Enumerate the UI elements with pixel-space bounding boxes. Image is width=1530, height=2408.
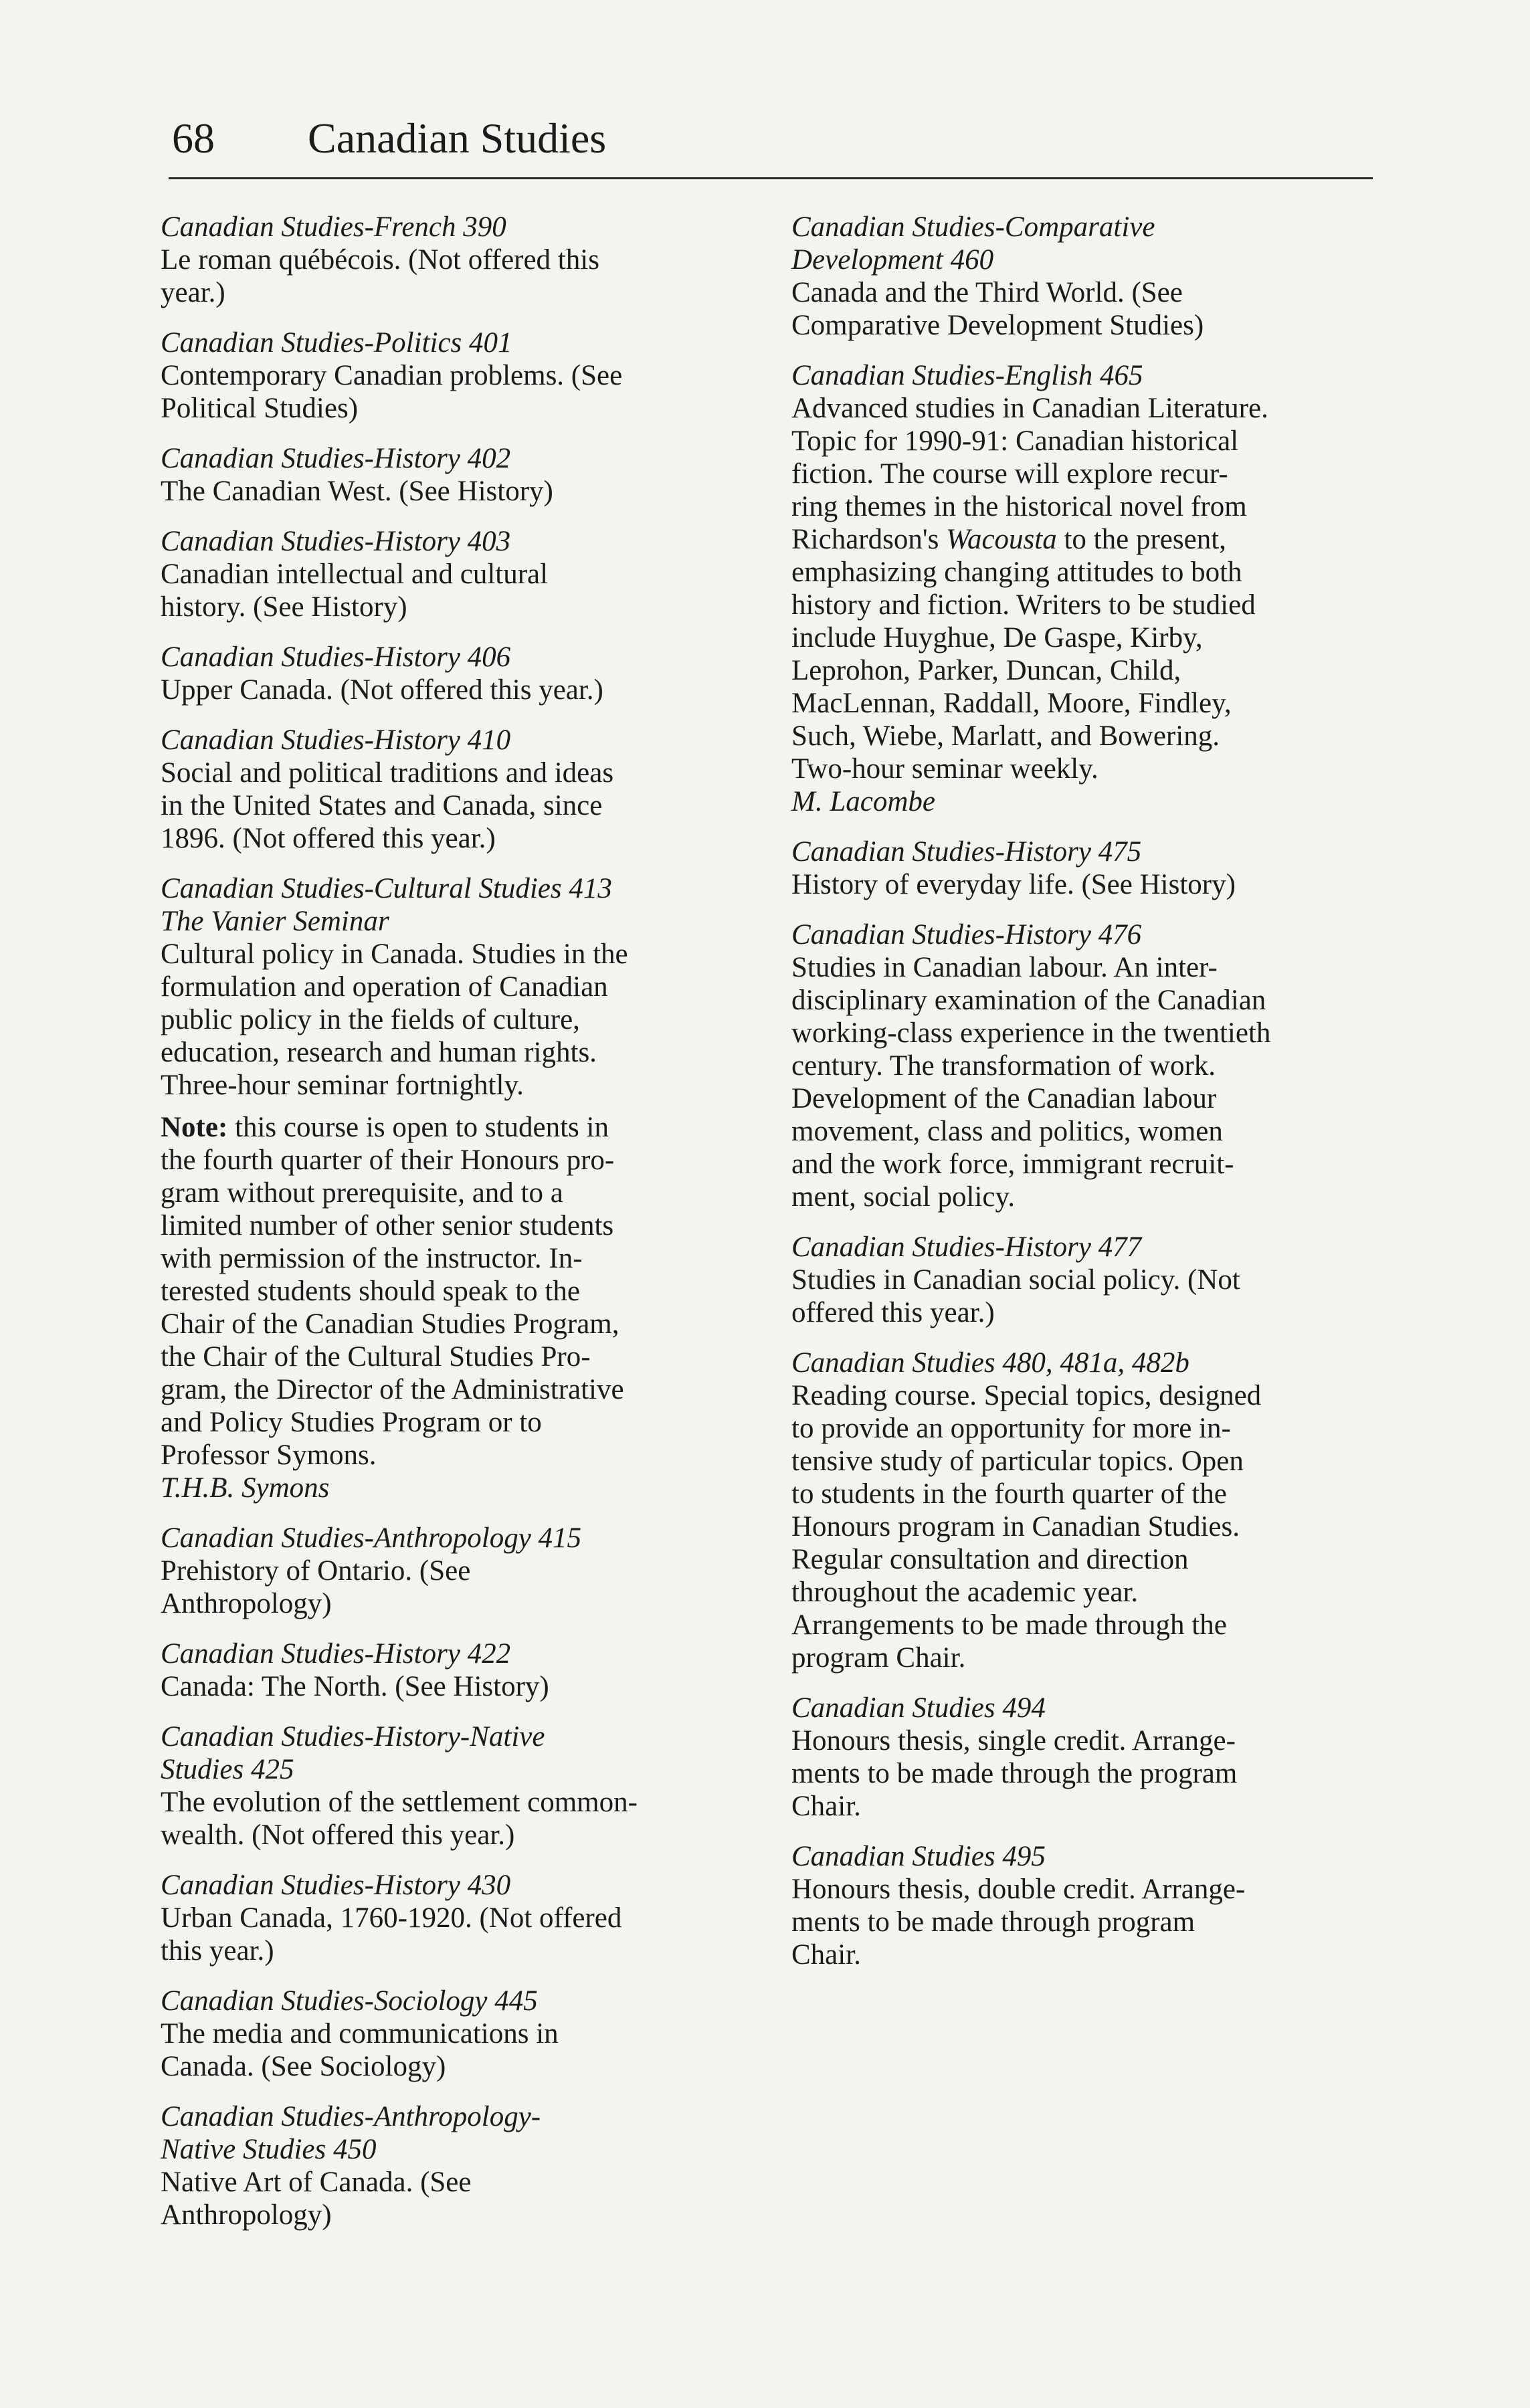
instructor-name: T.H.B. Symons (161, 1472, 330, 1504)
course-description (791, 392, 1380, 785)
course-description: Social and political traditions and ideas in the United States and Canada, since 1896. (Not offered this year.) (161, 757, 614, 854)
course-title: Canadian Studies-History 410 (161, 724, 511, 756)
course-entry (791, 211, 1380, 342)
course-description: The evolution of the settlement common- wealth. (Not offered this year.) (161, 1787, 638, 1851)
course-description: Upper Canada. (Not offered this year.) (161, 674, 603, 706)
course-description: Honours thesis, double credit. Arrange- ments to be made through program Chair. (791, 1874, 1246, 1971)
course-title: Canadian Studies-Politics 401 (161, 327, 512, 359)
course-entry (161, 1637, 749, 1703)
note-text: this course is open to students in the fourth quarter of their Honours pro- gram without prerequisite, and to a limited number of other senior students with permission of the instructor. In- terested students should speak to the Chair of the Canadian Studies Program, the Chair of the Cultural Studies Pro- gram, the Director of the Administrative and Policy Studies Program or to Professor Symons. (161, 1112, 624, 1471)
page-header (169, 110, 1373, 179)
course-entry (161, 1985, 749, 2083)
description-part: to the present, emphasizing changing attitudes to both history and fiction. Writers to be studied include Huyghue, De Gaspe, Kirby, Leprohon, Parker, Duncan, Child, MacLennan, Raddall, Moore, Findley, Such, Wiebe, Marlatt, and Bowering. Two-hour seminar weekly. (791, 524, 1256, 785)
course-entry (161, 525, 749, 623)
page-number: 68 (172, 114, 215, 162)
course-entry (161, 211, 749, 309)
course-title: Canadian Studies 494 (791, 1692, 1046, 1724)
course-description: Reading course. Special topics, designed to provide an opportunity for more in- tensive study of particular topics. Open to students in the fourth quarter of the Honours program in Canadian Studies. Regular consultation and direction throughout the academic year. Arrangements to be made through the program Chair. (791, 1380, 1262, 1674)
course-title: Canadian Studies-History 422 (161, 1638, 511, 1670)
course-description: Honours thesis, single credit. Arrange- ments to be made through the program Chair. (791, 1725, 1238, 1822)
course-entry (161, 326, 749, 425)
course-entry (791, 1692, 1380, 1823)
course-title: Canadian Studies-Sociology 445 (161, 1985, 538, 2017)
course-entry (161, 1869, 749, 1967)
description-part: Advanced studies in Canadian Literature. Topic for 1990-91: Canadian historical fiction. The course will explore recur- ring themes in the historical novel from Richardson's (791, 393, 1268, 555)
course-description: Prehistory of Ontario. (See Anthropology) (161, 1555, 471, 1619)
course-entry (791, 359, 1380, 818)
novel-title: Wacousta (946, 524, 1057, 555)
course-description: Contemporary Canadian problems. (See Political Studies) (161, 360, 623, 424)
course-title: Canadian Studies-History 477 (791, 1231, 1142, 1263)
course-title: Canadian Studies-History-Native Studies 425 (161, 1721, 545, 1785)
note-label: Note: (161, 1112, 228, 1143)
course-title: Canadian Studies 480, 481a, 482b (791, 1347, 1189, 1379)
course-description: Studies in Canadian social policy. (Not offered this year.) (791, 1264, 1240, 1328)
course-title: Canadian Studies-Cultural Studies 413 (161, 873, 612, 904)
course-entry (791, 1346, 1380, 1674)
course-description: Canadian intellectual and cultural history. (See History) (161, 559, 549, 623)
course-title: Canadian Studies-Anthropology- Native Studies 450 (161, 2101, 541, 2165)
course-entry (791, 835, 1380, 901)
course-title: Canadian Studies-History 430 (161, 1870, 511, 1901)
course-title: Canadian Studies-History 403 (161, 526, 511, 557)
course-entry (161, 1522, 749, 1620)
course-title: Canadian Studies-History 402 (161, 443, 511, 474)
course-description: The Canadian West. (See History) (161, 476, 553, 507)
course-description: Cultural policy in Canada. Studies in the formulation and operation of Canadian public policy in the fields of culture, education, research and human rights. Three-hour seminar fortnightly. (161, 938, 628, 1101)
course-title: Canadian Studies-Anthropology 415 (161, 1522, 582, 1554)
course-entry (791, 1840, 1380, 1971)
course-description: Canada: The North. (See History) (161, 1671, 549, 1702)
course-description: Urban Canada, 1760-1920. (Not offered this year.) (161, 1902, 622, 1967)
left-column (161, 211, 749, 2249)
course-title: Canadian Studies-French 390 (161, 211, 506, 243)
course-description: The media and communications in Canada. (See Sociology) (161, 2018, 559, 2082)
course-title: Canadian Studies-History 476 (791, 919, 1142, 950)
course-entry (791, 1231, 1380, 1329)
vanier-seminar-entry (161, 872, 749, 1504)
course-description: Le roman québécois. (Not offered this year.) (161, 244, 599, 308)
course-title: Canadian Studies-English 465 (791, 360, 1143, 391)
course-description: Canada and the Third World. (See Comparative Development Studies) (791, 277, 1204, 341)
running-title: Canadian Studies (308, 114, 607, 162)
course-entry (791, 918, 1380, 1213)
course-description: Studies in Canadian labour. An inter- disciplinary examination of the Canadian working-class experience in the twentieth century. The transformation of work. Development of the Canadian labour movement, class and politics, women and the work force, immigrant recruit- ment, social policy. (791, 952, 1271, 1213)
course-subtitle: The Vanier Seminar (161, 906, 389, 937)
instructor-name: M. Lacombe (791, 786, 935, 817)
course-entry (161, 641, 749, 706)
course-description: History of everyday life. (See History) (791, 869, 1236, 900)
course-title: Canadian Studies-History 406 (161, 641, 511, 673)
course-entry (161, 724, 749, 855)
right-column (791, 211, 1380, 1989)
course-note (161, 1111, 749, 1472)
course-title: Canadian Studies 495 (791, 1841, 1046, 1872)
course-entry (161, 2100, 749, 2231)
course-entry (161, 442, 749, 508)
course-title: Canadian Studies-Comparative Development 460 (791, 211, 1155, 276)
course-entry (161, 1720, 749, 1851)
course-title: Canadian Studies-History 475 (791, 836, 1142, 868)
course-description: Native Art of Canada. (See Anthropology) (161, 2167, 472, 2231)
